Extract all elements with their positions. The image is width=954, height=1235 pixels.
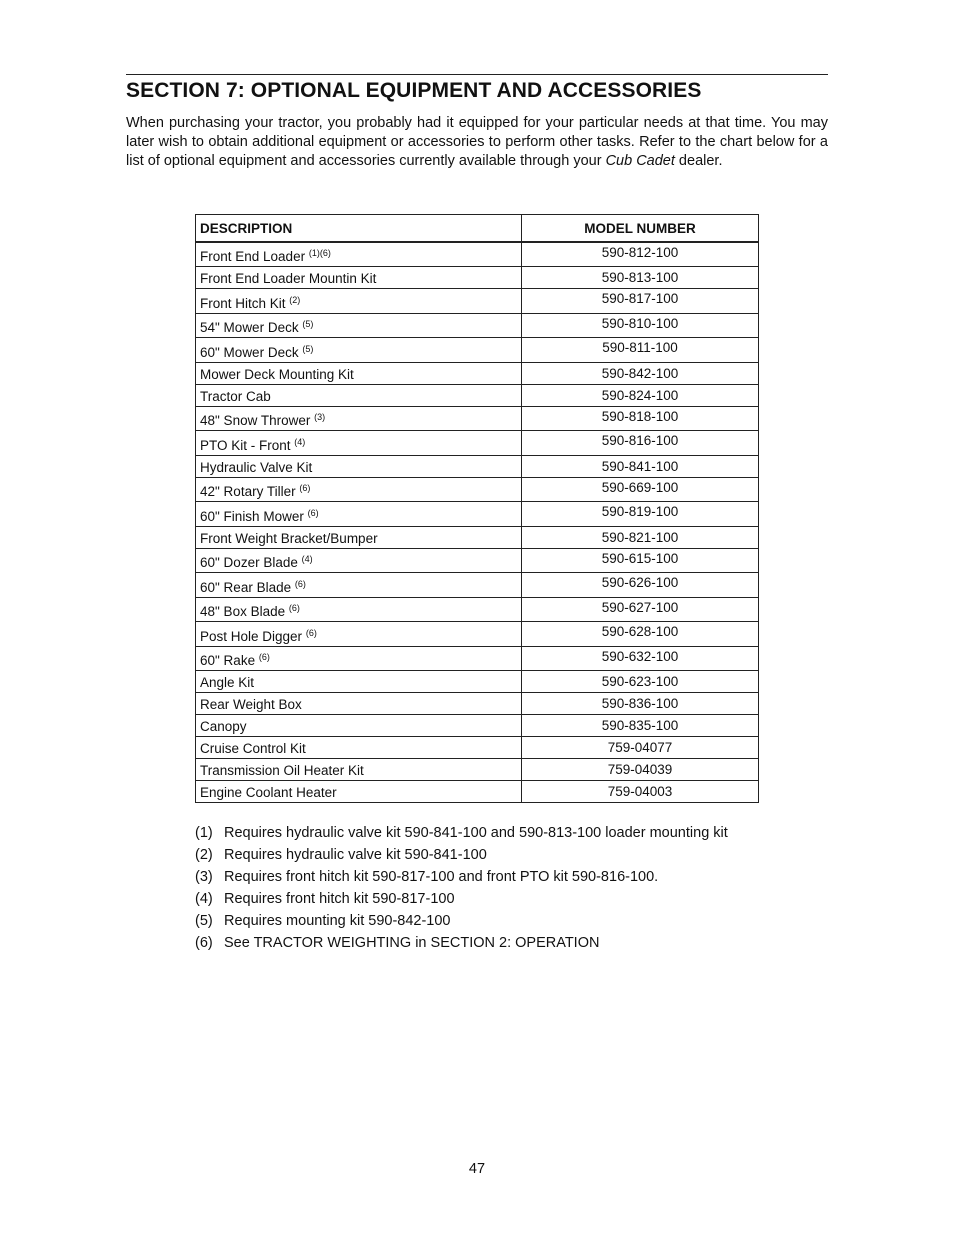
- row-model-number: 590-817-100: [522, 289, 759, 314]
- footnote-ref: (4): [301, 554, 313, 564]
- table-row: [196, 502, 759, 527]
- row-model-number: 590-819-100: [522, 502, 759, 527]
- row-description: [196, 338, 522, 363]
- footnote-ref: (6): [288, 603, 300, 613]
- row-description: [196, 526, 522, 548]
- description-text: Angle Kit: [200, 675, 255, 690]
- footnote-ref: (6): [294, 578, 306, 589]
- row-model-number: 759-04003: [522, 781, 759, 803]
- footnote-ref: (5): [302, 343, 314, 354]
- description-text: 60" Rake: [200, 653, 256, 668]
- row-model-number: 590-813-100: [522, 267, 759, 289]
- row-description: [196, 313, 522, 338]
- table-row: [196, 526, 759, 548]
- description-text: Post Hole Digger: [200, 628, 303, 644]
- footnote-number: (6): [195, 935, 213, 951]
- footnote-text: See TRACTOR WEIGHTING in SECTION 2: OPERATION: [224, 935, 600, 951]
- header-model-number: MODEL NUMBER: [522, 215, 759, 243]
- description-text: 60" Finish Mower: [200, 508, 304, 524]
- table-row: [196, 267, 759, 289]
- description-text: Mower Deck Mounting Kit: [200, 366, 354, 382]
- description-text: 60" Dozer Blade: [200, 555, 298, 570]
- row-model-number: 590-632-100: [522, 646, 759, 671]
- row-description: [196, 737, 522, 759]
- row-description: [196, 362, 522, 384]
- equipment-table-body: [196, 242, 759, 803]
- footnote-item: [195, 910, 728, 932]
- row-model-number: 590-835-100: [522, 715, 759, 737]
- row-description: [196, 781, 522, 803]
- equipment-table: [195, 214, 759, 803]
- description-text: Tractor Cab: [200, 388, 271, 404]
- row-model-number: 590-816-100: [522, 431, 759, 456]
- row-description: [196, 477, 522, 502]
- table-row: [196, 622, 759, 647]
- row-description: [196, 597, 522, 622]
- page-number: 47: [468, 1161, 486, 1177]
- footnote-number: (2): [195, 847, 213, 863]
- brand-name: Cub Cadet: [605, 153, 675, 169]
- footnote-item: [195, 844, 728, 866]
- row-description: [196, 759, 522, 781]
- header-description: DESCRIPTION: [196, 215, 522, 243]
- table-row: [196, 781, 759, 803]
- footnote-item: [195, 932, 728, 954]
- description-text: Front End Loader Mountin Kit: [200, 271, 377, 286]
- description-text: Hydraulic Valve Kit: [200, 459, 313, 475]
- description-text: Canopy: [200, 719, 247, 734]
- table-row: [196, 242, 759, 267]
- row-description: [196, 548, 522, 573]
- row-model-number: 590-669-100: [522, 477, 759, 502]
- description-text: Engine Coolant Heater: [200, 785, 337, 800]
- row-model-number: 590-615-100: [522, 548, 759, 573]
- row-model-number: 590-811-100: [522, 338, 759, 363]
- table-row: [196, 646, 759, 671]
- description-text: PTO Kit - Front: [200, 437, 291, 453]
- section-title: SECTION 7: OPTIONAL EQUIPMENT AND ACCESSORIES: [126, 79, 702, 102]
- row-description: [196, 671, 522, 693]
- row-model-number: 590-628-100: [522, 622, 759, 647]
- footnote-ref: (3): [314, 412, 326, 422]
- table-row: [196, 759, 759, 781]
- row-model-number: 590-812-100: [522, 242, 759, 267]
- footnotes-list: [195, 822, 728, 954]
- description-text: 60" Mower Deck: [200, 344, 299, 360]
- row-model-number: 590-818-100: [522, 406, 759, 431]
- table-row: [196, 597, 759, 622]
- footnote-item: [195, 866, 728, 888]
- footnote-number: (4): [195, 891, 213, 907]
- footnote-item: [195, 822, 728, 844]
- row-model-number: 590-810-100: [522, 313, 759, 338]
- row-description: [196, 455, 522, 477]
- table-row: [196, 737, 759, 759]
- table-row: [196, 573, 759, 598]
- table-row: [196, 362, 759, 384]
- table-row: [196, 455, 759, 477]
- intro-text-end: dealer.: [674, 153, 723, 169]
- description-text: 48" Snow Thrower: [200, 413, 311, 428]
- intro-paragraph: [126, 114, 828, 171]
- table-row: [196, 477, 759, 502]
- row-model-number: 590-623-100: [522, 671, 759, 693]
- row-description: [196, 693, 522, 715]
- table-row: [196, 715, 759, 737]
- row-model-number: 590-627-100: [522, 597, 759, 622]
- description-text: 54" Mower Deck: [200, 320, 299, 335]
- row-description: [196, 289, 522, 314]
- description-text: 42" Rotary Tiller: [200, 484, 296, 499]
- table-row: [196, 313, 759, 338]
- row-description: [196, 431, 522, 456]
- footnote-ref: (1)(6): [308, 248, 331, 258]
- table-row: [196, 338, 759, 363]
- footnote-text: Requires hydraulic valve kit 590-841-100 and 590-813-100 loader mounting kit: [224, 825, 728, 841]
- row-description: [196, 715, 522, 737]
- footnote-text: Requires mounting kit 590-842-100: [224, 913, 451, 929]
- table-row: [196, 431, 759, 456]
- footnote-number: (3): [195, 869, 213, 885]
- description-text: Transmission Oil Heater Kit: [200, 763, 364, 778]
- row-model-number: 759-04077: [522, 737, 759, 759]
- footnote-item: [195, 888, 728, 910]
- row-model-number: 590-824-100: [522, 384, 759, 406]
- description-text: Front End Loader: [200, 249, 306, 264]
- row-description: [196, 646, 522, 671]
- row-model-number: 590-836-100: [522, 693, 759, 715]
- row-description: [196, 384, 522, 406]
- table-row: [196, 548, 759, 573]
- footnote-number: (5): [195, 913, 213, 929]
- row-description: [196, 242, 522, 267]
- table-row: [196, 289, 759, 314]
- table-row: [196, 693, 759, 715]
- row-description: [196, 622, 522, 647]
- row-model-number: 590-626-100: [522, 573, 759, 598]
- footnote-text: Requires hydraulic valve kit 590-841-100: [224, 847, 487, 863]
- footnote-number: (1): [195, 825, 213, 841]
- footnote-ref: (4): [294, 436, 306, 447]
- row-description: [196, 406, 522, 431]
- top-rule: [126, 74, 828, 75]
- footnote-ref: (5): [302, 319, 314, 329]
- intro-text: When purchasing your tractor, you probably had it equipped for your particular needs at that time. You may later wish to obtain additional equipment or accessories to perform other tasks. Refer to the chart below for a list of optional equipment and accessories currently available through your: [126, 115, 828, 169]
- table-header-row: [196, 215, 759, 243]
- row-description: [196, 502, 522, 527]
- row-model-number: 590-821-100: [522, 526, 759, 548]
- table-row: [196, 406, 759, 431]
- table-row: [196, 671, 759, 693]
- row-model-number: 759-04039: [522, 759, 759, 781]
- description-text: Front Weight Bracket/Bumper: [200, 530, 378, 546]
- table-row: [196, 384, 759, 406]
- footnote-text: Requires front hitch kit 590-817-100: [224, 891, 455, 907]
- footnote-ref: (6): [307, 507, 319, 518]
- description-text: 48" Box Blade: [200, 604, 286, 619]
- row-description: [196, 267, 522, 289]
- row-description: [196, 573, 522, 598]
- description-text: 60" Rear Blade: [200, 579, 292, 595]
- footnote-text: Requires front hitch kit 590-817-100 and front PTO kit 590-816-100.: [224, 869, 659, 885]
- description-text: Rear Weight Box: [200, 697, 302, 712]
- footnote-ref: (6): [258, 652, 270, 662]
- row-model-number: 590-842-100: [522, 362, 759, 384]
- description-text: Front Hitch Kit: [200, 295, 286, 311]
- footnote-ref: (6): [305, 627, 317, 638]
- footnote-ref: (6): [299, 483, 311, 493]
- footnote-ref: (2): [289, 294, 301, 305]
- description-text: Cruise Control Kit: [200, 741, 306, 756]
- row-model-number: 590-841-100: [522, 455, 759, 477]
